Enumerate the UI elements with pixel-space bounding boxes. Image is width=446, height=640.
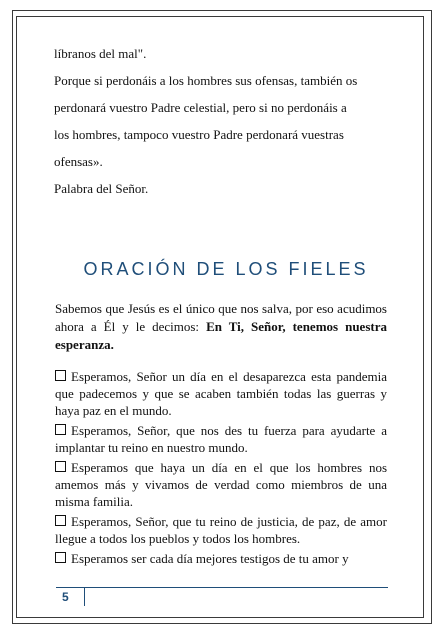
checkbox-icon	[55, 552, 66, 563]
petition-text: Esperamos, Señor, que tu reino de justicia, de paz, de amor llegue a todos los pueblos y todos los hombres.	[55, 514, 387, 546]
reading-line: los hombres, tampoco vuestro Padre perdonará vuestras	[54, 127, 344, 142]
page-number: 5	[62, 590, 69, 604]
petition-item	[55, 368, 387, 419]
petition-item	[55, 513, 387, 547]
intro-text: Sabemos que Jesús es el único que nos salva, por eso acudimos ahora a Él y le decimos:	[55, 301, 387, 334]
checkbox-icon	[55, 424, 66, 435]
footer-divider	[56, 587, 388, 588]
petition-text: Esperamos, Señor un día en el desaparezca esta pandemia que padecemos y que se acaben también todas las guerras y haya paz en el mundo.	[55, 369, 387, 418]
checkbox-icon	[55, 461, 66, 472]
reading-line: Porque si perdonáis a los hombres sus ofensas, también os	[54, 73, 358, 88]
gospel-reading	[54, 40, 394, 202]
intro-response: En Ti, Señor, tenemos nuestra esperanza.	[55, 319, 387, 352]
checkbox-icon	[55, 515, 66, 526]
petition-list	[55, 368, 387, 570]
checkbox-icon	[55, 370, 66, 381]
petition-text: Esperamos ser cada día mejores testigos de tu amor y	[71, 551, 349, 566]
page-number-separator	[84, 588, 85, 606]
reading-line: Palabra del Señor.	[54, 181, 149, 196]
petition-text: Esperamos que haya un día en el que los hombres nos amemos más y vivamos de verdad como miembros de una misma familia.	[55, 460, 387, 509]
reading-line: ofensas».	[54, 154, 103, 169]
petition-text: Esperamos, Señor, que nos des tu fuerza para ayudarte a implantar tu reino en nuestro mundo.	[55, 423, 387, 455]
petition-item	[55, 422, 387, 456]
petition-item	[55, 550, 387, 567]
petition-item	[55, 459, 387, 510]
reading-line: perdonará vuestro Padre celestial, pero si no perdonáis a	[54, 100, 347, 115]
intro-paragraph	[55, 300, 387, 354]
reading-line: líbranos del mal".	[54, 46, 147, 61]
section-heading: ORACIÓN DE LOS FIELES	[83, 259, 369, 279]
